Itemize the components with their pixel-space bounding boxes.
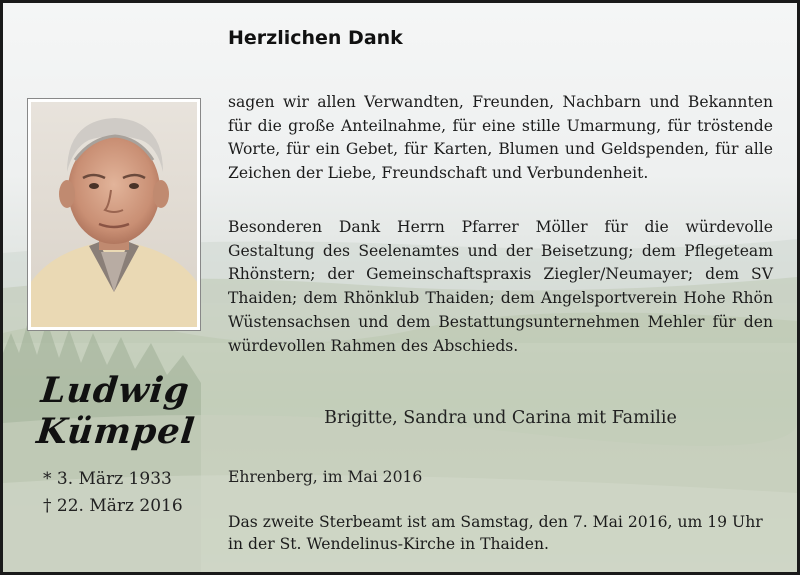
place-date: Ehrenberg, im Mai 2016 [228,468,423,486]
thanks-paragraph: sagen wir allen Verwandten, Freunden, Nachbarn und Bekannten für die große Anteilnahme, für eine stille Umarmung, für tröstende Worte, für ein Gebet, für Karten, Blumen und Geldspenden, für alle Zeichen der Liebe, Freundschaft und Verbundenheit. [228,93,773,183]
deceased-first-name: Ludwig [39,370,192,411]
memorial-service-note: Das zweite Sterbeamt ist am Samstag, den 7. Mai 2016, um 19 Uhr in der St. Wendelinus-Kirche in Thaiden. [228,513,763,553]
portrait-photo [31,102,197,327]
death-date: † 22. März 2016 [43,496,183,516]
portrait-photo-frame [27,98,201,331]
deceased-last-name: Kümpel [34,411,198,452]
birth-date: * 3. März 1933 [43,469,172,489]
special-thanks-paragraph: Besonderen Dank Herrn Pfarrer Möller für die würdevolle Gestaltung des Seelenamtes und der Beisetzung; dem Pflegeteam Rhönstern; der Gemeinschaftspraxis Ziegler/Neumayer; dem SV Thaiden; dem Rhönklub Thaiden; dem Angelsportverein Hohe Rhön Wüstensachsen und dem Bestattungsunternehmen Mehler für den würdevollen Rahmen des Abschieds. [228,218,773,355]
page-title: Herzlichen Dank [228,27,403,49]
deceased-name [35,370,204,452]
family-signature: Brigitte, Sandra und Carina mit Familie [324,408,677,428]
